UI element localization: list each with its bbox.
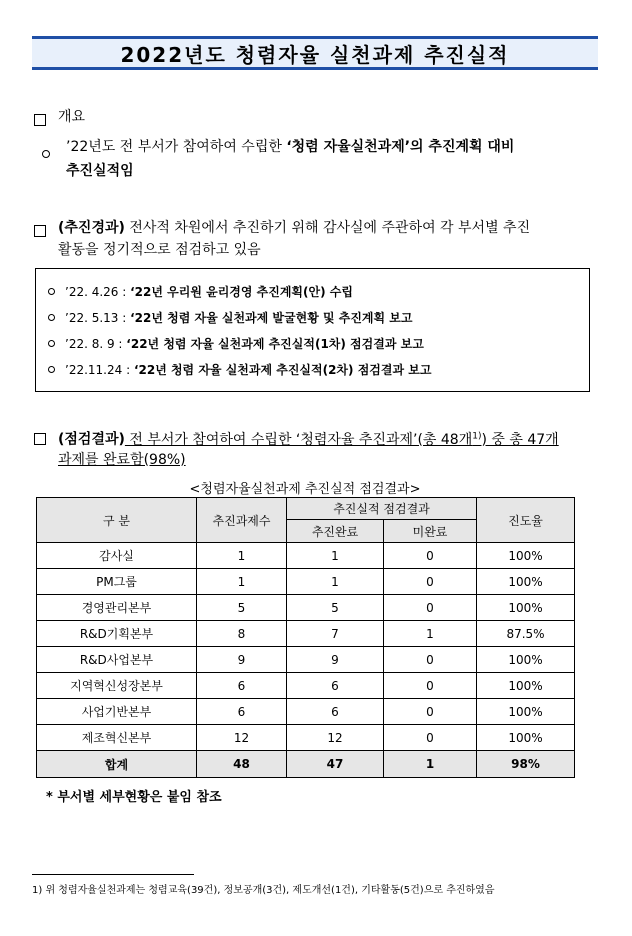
cell-completed: 6 xyxy=(287,699,384,725)
cell-dept: 경영관리본부 xyxy=(37,595,197,621)
header-completed: 추진완료 xyxy=(287,520,384,543)
history-date: ’22.11.24 : xyxy=(65,362,131,377)
header-result-group: 추진실적 점검결과 xyxy=(287,498,477,520)
cell-dept: 지역혁신성장본부 xyxy=(37,673,197,699)
cell-rate: 100% xyxy=(477,725,575,751)
cell-count: 8 xyxy=(197,621,287,647)
cell-dept: 제조혁신본부 xyxy=(37,725,197,751)
cell-incomplete: 0 xyxy=(384,543,477,569)
cell-rate: 100% xyxy=(477,673,575,699)
history-date: ’22. 8. 9 : xyxy=(65,336,123,351)
cell-rate: 100% xyxy=(477,569,575,595)
cell-incomplete: 0 xyxy=(384,647,477,673)
history-item xyxy=(48,283,353,300)
cell-rate: 87.5% xyxy=(477,621,575,647)
inspection-line-1 xyxy=(58,426,559,450)
header-incomplete: 미완료 xyxy=(384,520,477,543)
table-note: * 부서별 세부현황은 붙임 참조 xyxy=(46,790,222,805)
cell-count: 9 xyxy=(197,647,287,673)
history-text: ‘22년 우리원 윤리경영 추진계획(안) 수립 xyxy=(130,285,353,299)
bullet-circle-icon xyxy=(48,288,55,295)
table-caption: <청렴자율실천과제 추진실적 점검결과> xyxy=(189,482,421,497)
table-row xyxy=(37,569,575,595)
cell-rate: 100% xyxy=(477,647,575,673)
history-item xyxy=(48,361,431,378)
table-row xyxy=(37,699,575,725)
table-total-row xyxy=(37,751,575,778)
cell-completed: 7 xyxy=(287,621,384,647)
cell-completed: 1 xyxy=(287,569,384,595)
cell-dept: PM그룹 xyxy=(37,569,197,595)
table-row xyxy=(37,673,575,699)
history-date: ’22. 4.26 : xyxy=(65,284,127,299)
cell-completed: 1 xyxy=(287,543,384,569)
header-rate: 진도율 xyxy=(477,498,575,543)
overview-line-1-plain: ’22년도 전 부서가 참여하여 수립한 xyxy=(66,139,287,155)
cell-count: 12 xyxy=(197,725,287,751)
progress-history-box xyxy=(35,268,590,392)
total-label: 합계 xyxy=(37,751,197,778)
inspection-checkbox xyxy=(34,430,46,449)
overview-line-2: 추진실적임 xyxy=(66,163,134,179)
page-title: 2022년도 청렴자율 실천과제 추진실적 xyxy=(120,42,510,67)
footnote-ref: 1) xyxy=(472,431,482,441)
cell-count: 6 xyxy=(197,699,287,725)
cell-rate: 100% xyxy=(477,543,575,569)
total-incomplete: 1 xyxy=(384,751,477,778)
cell-incomplete: 0 xyxy=(384,725,477,751)
inspection-line-2: 과제를 완료함(98%) xyxy=(58,452,186,468)
cell-incomplete: 0 xyxy=(384,673,477,699)
cell-rate: 100% xyxy=(477,699,575,725)
history-date: ’22. 5.13 : xyxy=(65,310,127,325)
overview-line-1-bold: ‘청렴 자율실천과제’의 추진계획 대비 xyxy=(286,139,515,155)
table-row xyxy=(37,647,575,673)
total-completed: 47 xyxy=(287,751,384,778)
cell-dept: 감사실 xyxy=(37,543,197,569)
overview-line-1 xyxy=(66,137,514,157)
cell-count: 1 xyxy=(197,543,287,569)
cell-incomplete: 0 xyxy=(384,569,477,595)
header-category: 구 분 xyxy=(37,498,197,543)
history-text: ‘22년 청렴 자율 실천과제 발굴현황 및 추진계획 보고 xyxy=(130,311,413,325)
history-text: ‘22년 청렴 자율 실천과제 추진실적(2차) 점검결과 보고 xyxy=(133,363,432,377)
inspection-line-1-text: 전 부서가 참여하여 수립한 ‘청렴자율 추진과제’(총 48개$^{1)}$) 중 총 47개 xyxy=(124,431,559,448)
cell-dept: 사업기반본부 xyxy=(37,699,197,725)
cell-completed: 9 xyxy=(287,647,384,673)
results-table xyxy=(36,497,575,778)
cell-dept: R&D사업본부 xyxy=(37,647,197,673)
overview-checkbox xyxy=(34,111,46,130)
table-row xyxy=(37,595,575,621)
footnote-divider xyxy=(32,874,194,875)
bullet-circle-icon xyxy=(48,366,55,373)
table-row xyxy=(37,543,575,569)
history-item xyxy=(48,309,412,326)
progress-checkbox xyxy=(34,222,46,241)
bullet-circle-icon xyxy=(48,314,55,321)
history-text: ‘22년 청렴 자율 실천과제 추진실적(1차) 점검결과 보고 xyxy=(126,337,424,351)
cell-rate: 100% xyxy=(477,595,575,621)
cell-count: 1 xyxy=(197,569,287,595)
cell-completed: 12 xyxy=(287,725,384,751)
history-item xyxy=(48,335,424,352)
cell-count: 6 xyxy=(197,673,287,699)
bullet-circle-icon xyxy=(42,143,50,162)
progress-line-1 xyxy=(58,218,530,238)
table-row xyxy=(37,725,575,751)
header-count: 추진과제수 xyxy=(197,498,287,543)
overview-heading: 개요 xyxy=(58,109,86,125)
table-row xyxy=(37,621,575,647)
total-rate: 98% xyxy=(477,751,575,778)
progress-line-1-text: 전사적 차원에서 추진하기 위해 감사실에 주관하여 각 부서별 추진 xyxy=(124,220,531,236)
cell-count: 5 xyxy=(197,595,287,621)
cell-incomplete: 1 xyxy=(384,621,477,647)
total-count: 48 xyxy=(197,751,287,778)
progress-line-2: 활동을 정기적으로 점검하고 있음 xyxy=(58,242,261,258)
title-banner xyxy=(32,36,598,70)
cell-dept: R&D기획본부 xyxy=(37,621,197,647)
cell-incomplete: 0 xyxy=(384,699,477,725)
cell-completed: 6 xyxy=(287,673,384,699)
bullet-circle-icon xyxy=(48,340,55,347)
footnote: 1) 위 청렴자율실천과제는 청렴교육(39건), 정보공개(3건), 제도개선(1건), 기타활동(5건)으로 추진하였음 xyxy=(32,885,495,896)
cell-incomplete: 0 xyxy=(384,595,477,621)
progress-label: (추진경과) xyxy=(58,220,125,236)
inspection-label: (점검결과) xyxy=(58,431,125,448)
cell-completed: 5 xyxy=(287,595,384,621)
